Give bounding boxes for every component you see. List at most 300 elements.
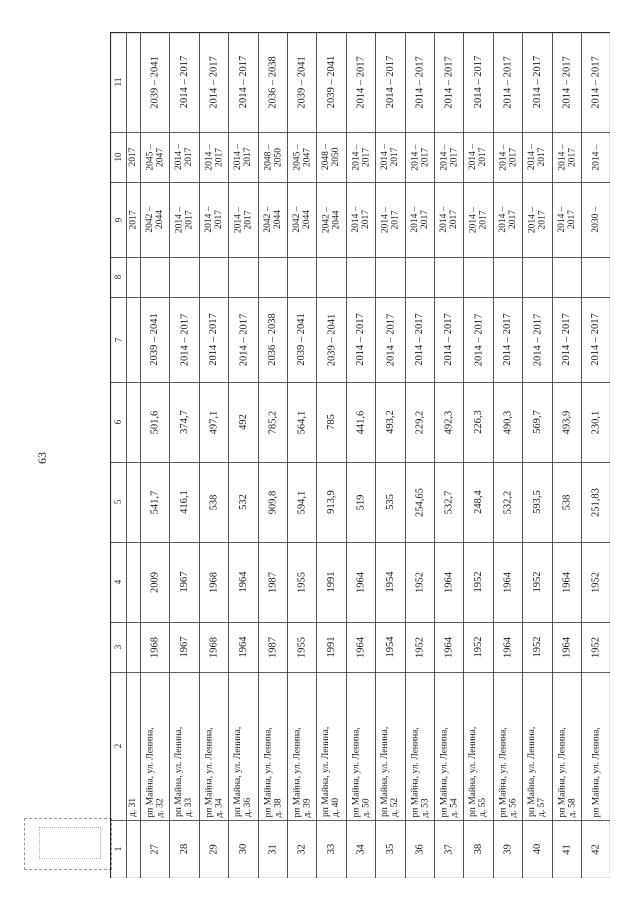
cell-text: 2039 – 2041 (149, 313, 160, 366)
cell-text: д. 52 (390, 797, 400, 817)
row-30-c3 (228, 625, 258, 669)
cell-text: 2017 (537, 147, 547, 167)
column-header-7 (110, 300, 126, 379)
row-41-c8 (552, 260, 581, 294)
row-31-c8 (258, 260, 287, 294)
cell-text: рп Майна, ул. Ленина, (321, 726, 331, 817)
cell-text: 2014 – (203, 143, 214, 171)
row-42-c3 (581, 625, 610, 669)
cell-text: 1968 (208, 636, 219, 658)
cell-text: 2014 – (174, 206, 184, 233)
row-34-n (346, 823, 375, 875)
cell-text: 2014 – 2017 (443, 313, 454, 366)
cell-text: 35 (384, 843, 396, 855)
cell-text: 1991 (325, 571, 337, 593)
cell-text: 2014 – (233, 206, 243, 233)
cell-text: 2030 – (590, 206, 601, 233)
cell-text: 2017 (448, 147, 459, 167)
cell-text: 2042 – (144, 206, 155, 233)
row-33-c5 (316, 465, 346, 539)
cell-text: 1952 (531, 571, 543, 593)
cell-text: 2045 – (291, 143, 302, 171)
cell-text: 2014 – (556, 143, 567, 171)
row-41-c7 (552, 300, 581, 379)
row-41-c10 (552, 135, 581, 179)
cell-text: 2017 (213, 210, 224, 229)
cell-text: д. 57 (537, 797, 547, 817)
cell-text: 2014 – 2017 (384, 313, 396, 366)
cell-text: 1964 (237, 636, 249, 658)
row-31-c3 (258, 625, 287, 669)
row-40-c4 (522, 545, 552, 619)
cell-text: 9 (112, 217, 123, 222)
cell-text: д. 58 (566, 797, 577, 817)
cell-text: 6 (112, 419, 123, 425)
row-29-c6 (199, 385, 228, 459)
row-42-c10 (581, 135, 610, 179)
cell-text: 251,83 (590, 487, 601, 517)
cell-text: д. 56 (507, 797, 518, 817)
row-38-c6 (463, 385, 493, 459)
cell-text: 2039 – 2041 (149, 55, 160, 109)
cell-text: 2042 – (262, 206, 273, 233)
cell-text: 909,8 (267, 490, 278, 514)
cell-text: 1954 (384, 571, 396, 593)
cell-text: 2014 – (468, 206, 478, 233)
row-30-c9 (228, 185, 258, 254)
row-34-c11 (346, 35, 375, 129)
cell-text: 2014 – 2017 (531, 55, 543, 109)
cell-text: 2017 (537, 210, 547, 229)
cell-text: 2042 – (321, 206, 331, 233)
cell-text: 2017 (213, 147, 224, 167)
cell-text: 1987 (267, 571, 278, 593)
cell-text: 1967 (178, 636, 190, 658)
row-29-c3 (199, 625, 228, 669)
row-29-addr (199, 675, 228, 817)
cell-text: 564,1 (296, 410, 307, 434)
cell-text: 2014 – (590, 143, 601, 171)
cell-text: 492,3 (443, 410, 454, 434)
row-35-c3 (375, 625, 405, 669)
cell-text: 29 (208, 843, 219, 855)
row-28-c6 (169, 385, 199, 459)
cell-text: 2017 (419, 210, 430, 229)
cell-text: 1954 (384, 636, 396, 658)
row-36-n (405, 823, 434, 875)
row-31-addr (258, 675, 287, 817)
cell-text: 1964 (561, 571, 572, 593)
cell-text: рп Майна, ул. Ленина, (203, 726, 214, 817)
row-41-addr (552, 675, 581, 817)
cell-text: 1967 (178, 571, 190, 593)
row-27-c10 (140, 135, 169, 179)
column-header-11 (110, 35, 126, 129)
row-41-c6 (552, 385, 581, 459)
row-30-c11 (228, 35, 258, 129)
row-37-c6 (434, 385, 463, 459)
row-41-c11 (552, 35, 581, 129)
cell-text: 2017 (478, 210, 488, 229)
row-36-addr (405, 675, 434, 817)
row-34-c6 (346, 385, 375, 459)
cell-text: д. 50 (360, 797, 371, 817)
row-32-c10 (287, 135, 316, 179)
row-36-c3 (405, 625, 434, 669)
column-header-4 (110, 545, 126, 619)
cell-text: рп Майна, ул. Ленина, (527, 726, 537, 817)
cell-text: 492 (237, 414, 249, 430)
row-38-c5 (463, 465, 493, 539)
column-header-6 (110, 385, 126, 459)
row-29-c10 (199, 135, 228, 179)
cell-text: 2 (112, 743, 123, 749)
row-32-addr (287, 675, 316, 817)
column-header-5 (110, 465, 126, 539)
row-39-c5 (493, 465, 522, 539)
row-33-n (316, 823, 346, 875)
cell-text: 2017 (566, 147, 577, 167)
cell-text: 2039 – 2041 (325, 55, 337, 109)
row-32-c9 (287, 185, 316, 254)
cell-text: 254,65 (414, 487, 425, 517)
row-39-c6 (493, 385, 522, 459)
row-36-c11 (405, 35, 434, 129)
row-37-addr (434, 675, 463, 817)
row-37-c9 (434, 185, 463, 254)
cell-text: д. 54 (448, 797, 459, 817)
row-42-c6 (581, 385, 610, 459)
cell-text: 2017 (360, 147, 371, 167)
cell-text: д. 34 (213, 797, 224, 817)
cell-text: д. 36 (243, 797, 253, 817)
cell-text: 2014 – 2017 (414, 55, 425, 109)
row-42-c4 (581, 545, 610, 619)
row-29-n (199, 823, 228, 875)
row-34-c4 (346, 545, 375, 619)
stamp-inner-frame (39, 827, 101, 859)
cell-text: 538 (208, 494, 219, 510)
row-27-n (140, 823, 169, 875)
cell-text: 4 (112, 579, 123, 585)
cell-text: 2014 – (556, 206, 567, 233)
cell-text: 2017 (390, 210, 400, 229)
cell-text: 30 (237, 843, 249, 855)
row-28-c5 (169, 465, 199, 539)
row-33-c7 (316, 300, 346, 379)
cell-text: 1952 (590, 571, 601, 593)
row-38-c9 (463, 185, 493, 254)
cell-text: 2014 – 2017 (502, 55, 513, 109)
row-27-c8 (140, 260, 169, 294)
row-39-c8 (493, 260, 522, 294)
cell-text: 785 (325, 414, 337, 430)
row-42-c7 (581, 300, 610, 379)
row-31-c4 (258, 545, 287, 619)
cell-text: 2014 – (438, 143, 449, 171)
archive-stamp (24, 818, 112, 870)
column-header-2 (110, 675, 126, 817)
cell-text: 2014 – 2017 (384, 55, 396, 109)
row-34-c10 (346, 135, 375, 179)
row-29-c7 (199, 300, 228, 379)
cell-text: 10 (112, 152, 123, 162)
row-40-n (522, 823, 552, 875)
cell-text: 1964 (443, 571, 454, 593)
row-32-c7 (287, 300, 316, 379)
cell-text: 11 (112, 77, 123, 87)
cell-text: 2039 – 2041 (325, 313, 337, 366)
row-30-c4 (228, 545, 258, 619)
cell-text: 2050 (272, 147, 283, 167)
cell-text: 497,1 (208, 410, 219, 434)
cell-text: 2044 (301, 210, 312, 229)
cell-text: 2017 (360, 210, 371, 229)
cell-text: 2014 – (527, 206, 537, 233)
cell-text: рп Майна, ул. Ленина, (262, 726, 273, 817)
row-40-c3 (522, 625, 552, 669)
cell-text: 2045 – (144, 143, 155, 171)
row-33-c6 (316, 385, 346, 459)
cell-text: 5 (112, 499, 123, 505)
row-28-n (169, 823, 199, 875)
row-42-c5 (581, 465, 610, 539)
column-header-1 (110, 823, 126, 875)
cell-text: 2017 (243, 147, 253, 167)
row-41-n (552, 823, 581, 875)
cell-text: 2014 – (497, 143, 508, 171)
row-27-addr (140, 675, 169, 817)
row-42-c8 (581, 260, 610, 294)
cell-text: 2014 – 2017 (561, 313, 572, 366)
row-40-c9 (522, 185, 552, 254)
column-header-9 (110, 185, 126, 254)
row-30-c10 (228, 135, 258, 179)
row-28-c4 (169, 545, 199, 619)
cell-text: 2017 (507, 147, 518, 167)
cell-text: рп Майна, ул. Ленина, (468, 726, 478, 817)
row-36-c4 (405, 545, 434, 619)
cell-text: 493,9 (561, 410, 572, 434)
cell-text: д. 38 (272, 797, 283, 817)
cell-text: 2017 (184, 210, 194, 229)
cell-text: 1964 (237, 571, 249, 593)
row-28-c3 (169, 625, 199, 669)
row-39-c9 (493, 185, 522, 254)
cell-text: 2017 (128, 210, 138, 229)
row-27-c4 (140, 545, 169, 619)
row-38-addr (463, 675, 493, 817)
cell-text: 1964 (355, 571, 366, 593)
column-header-3 (110, 625, 126, 669)
cell-text: 2014 – (409, 143, 420, 171)
row-28-c9 (169, 185, 199, 254)
cell-text: 1964 (502, 571, 513, 593)
cell-text: 541,7 (149, 490, 160, 514)
row-32-c4 (287, 545, 316, 619)
cell-text: 2014 – (380, 206, 390, 233)
cell-text: 1952 (414, 636, 425, 658)
cell-text: 1987 (267, 636, 278, 658)
cell-text: 2014 – 2017 (472, 313, 484, 366)
cell-text: 1968 (208, 571, 219, 593)
cell-text: 2014 – 2017 (208, 313, 219, 366)
cell-text: 31 (267, 843, 278, 855)
cell-text: рп Майна, ул. Ленина, (174, 726, 184, 817)
row-36-c6 (405, 385, 434, 459)
cell-text: 2017 (128, 147, 138, 167)
row-40-c5 (522, 465, 552, 539)
row-38-c10 (463, 135, 493, 179)
cell-text: 2014 – (350, 143, 361, 171)
row-29-c9 (199, 185, 228, 254)
cell-text: 2014 – 2017 (502, 313, 513, 366)
cell-text: рп Майна, ул. Ленина, (556, 726, 567, 817)
row-39-c3 (493, 625, 522, 669)
row-39-c10 (493, 135, 522, 179)
housing-repair-table (110, 32, 610, 878)
row-30-c6 (228, 385, 258, 459)
cell-text: 2014 – (233, 143, 243, 171)
row-29-c5 (199, 465, 228, 539)
cell-text: 1955 (296, 636, 307, 658)
cell-text: 230,1 (590, 410, 601, 434)
cell-text: рп Майна, ул. Ленина, (497, 726, 508, 817)
cell-text: 913,9 (325, 490, 337, 514)
cell-text: 226,3 (472, 410, 484, 434)
cell-text: д. 32 (154, 797, 165, 817)
cell-text: 3 (112, 644, 123, 650)
cell-text: 2017 (390, 147, 400, 167)
cell-text: 785,2 (267, 410, 278, 434)
cell-text: 2014 – 2017 (472, 55, 484, 109)
row-38-c7 (463, 300, 493, 379)
cell-text: 37 (443, 843, 454, 855)
row-40-addr (522, 675, 552, 817)
row-36-c7 (405, 300, 434, 379)
row-32-n (287, 823, 316, 875)
row-42-c9 (581, 185, 610, 254)
cell-text: 8 (112, 274, 123, 280)
row-41-c5 (552, 465, 581, 539)
cell-text: 2047 (154, 147, 165, 167)
column-header-10 (110, 135, 126, 179)
row-35-c8 (375, 260, 405, 294)
row-40-c11 (522, 35, 552, 129)
cell-text: 2014 – (409, 206, 420, 233)
fragment-address (126, 675, 140, 817)
cell-text: 2014 – 2017 (237, 55, 249, 109)
row-32-c11 (287, 35, 316, 129)
cell-text: 2014 – (174, 143, 184, 171)
cell-text: 28 (178, 843, 190, 855)
cell-text: 2017 (448, 210, 459, 229)
cell-text: 32 (296, 843, 307, 855)
cell-text: д. 33 (184, 797, 194, 817)
cell-text: 2044 (272, 210, 283, 229)
cell-text: 229,2 (414, 410, 425, 434)
column-header-8 (110, 260, 126, 294)
cell-text: 416,1 (178, 490, 190, 514)
cell-text: 2014 – 2017 (531, 313, 543, 366)
cell-text: 2014 – 2017 (355, 313, 366, 366)
row-27-c3 (140, 625, 169, 669)
cell-text: 1964 (561, 636, 572, 658)
row-30-n (228, 823, 258, 875)
row-28-addr (169, 675, 199, 817)
cell-text: 490,3 (502, 410, 513, 434)
row-35-n (375, 823, 405, 875)
cell-text: 2048 – (321, 143, 331, 171)
cell-text: 535 (384, 494, 396, 510)
cell-text: рп Майна, ул. Ленина, (233, 726, 243, 817)
page-number: 63 (35, 452, 49, 464)
cell-text: рп Майна, ул. Ленина, (380, 726, 390, 817)
row-30-c5 (228, 465, 258, 539)
row-38-c3 (463, 625, 493, 669)
row-27-c11 (140, 35, 169, 129)
row-27-c6 (140, 385, 169, 459)
cell-text: 2017 (566, 210, 577, 229)
cell-text: д. 55 (478, 797, 488, 817)
row-33-c10 (316, 135, 346, 179)
row-32-c8 (287, 260, 316, 294)
cell-text: д. 39 (301, 797, 312, 817)
row-36-c9 (405, 185, 434, 254)
row-30-c8 (228, 260, 258, 294)
cell-text: 594,1 (296, 490, 307, 514)
cell-text: 36 (414, 843, 425, 855)
row-29-c11 (199, 35, 228, 129)
cell-text: рп Майна, ул. Ленина, (350, 726, 361, 817)
cell-text: 2042 – (291, 206, 302, 233)
row-31-c10 (258, 135, 287, 179)
row-39-addr (493, 675, 522, 817)
cell-text: рп Майна, ул. Ленина, (144, 726, 155, 817)
cell-text: 2017 (478, 147, 488, 167)
cell-text: 532,2 (502, 490, 513, 514)
cell-text: 2039 – 2041 (296, 55, 307, 109)
row-34-addr (346, 675, 375, 817)
cell-text: 39 (502, 843, 513, 855)
row-40-c7 (522, 300, 552, 379)
row-35-c9 (375, 185, 405, 254)
cell-text: рп Майна, ул. Ленина, (409, 726, 420, 817)
row-37-c10 (434, 135, 463, 179)
cell-text: 1952 (472, 571, 484, 593)
row-33-c11 (316, 35, 346, 129)
cell-text: рп Майна, ул. Ленина, (291, 726, 302, 817)
row-28-c11 (169, 35, 199, 129)
row-39-c4 (493, 545, 522, 619)
cell-text: 1952 (414, 571, 425, 593)
cell-text: 501,6 (149, 410, 160, 434)
row-33-c8 (316, 260, 346, 294)
cell-text: 2014 – 2017 (178, 55, 190, 109)
cell-text: 2036 – 2038 (267, 313, 278, 366)
cell-text: 2017 (507, 210, 518, 229)
row-31-c7 (258, 300, 287, 379)
cell-text: 40 (531, 843, 543, 855)
row-37-c5 (434, 465, 463, 539)
row-37-c8 (434, 260, 463, 294)
row-39-c7 (493, 300, 522, 379)
cell-text: 2036 – 2038 (267, 55, 278, 109)
row-35-c10 (375, 135, 405, 179)
row-40-c10 (522, 135, 552, 179)
row-31-c5 (258, 465, 287, 539)
cell-text: 1955 (296, 571, 307, 593)
